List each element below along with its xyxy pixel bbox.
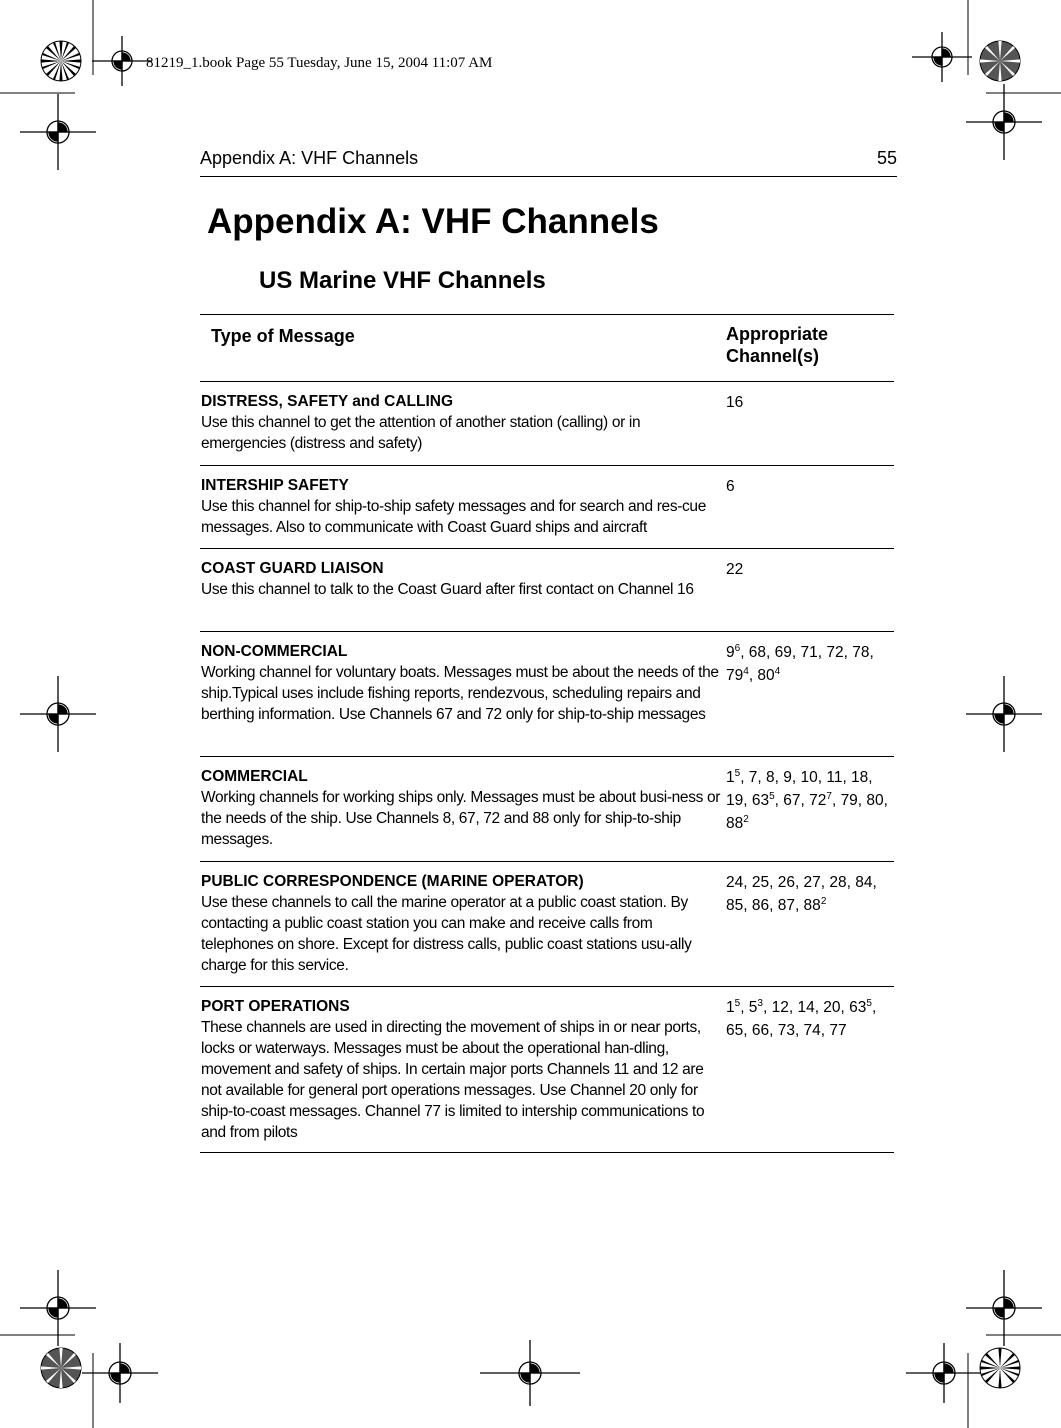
footnote-ref: 2 — [743, 814, 749, 825]
table-row — [200, 757, 894, 862]
column-header-channels-line2: Channel(s) — [726, 346, 820, 366]
message-type-title: PUBLIC CORRESPONDENCE (MARINE OPERATOR) — [201, 873, 584, 890]
starburst-calibration-icon — [979, 1347, 1021, 1389]
vhf-channels-table — [200, 314, 894, 1153]
footnote-ref: 5 — [866, 998, 872, 1009]
channels-cell: $1^5$, 7, 8, 9, 10, 11, 18, 19, $63^5$, 67, $72^7$, 79, 80, $88^2$ — [726, 768, 888, 832]
starburst-calibration-icon — [979, 40, 1021, 82]
table-header — [200, 315, 894, 382]
message-type-description: Working channels for working ships only. Messages must be about busi-ness or the needs of the ship. Use Channels 8, 67, 72 and 88 only for ship-to-ship messages. — [201, 789, 721, 848]
message-type-description: Use this channel to get the attention of another station (calling) or in emergencies (distress and safety) — [201, 414, 641, 452]
column-header-channels-line1: Appropriate — [726, 324, 829, 344]
registration-target-icon — [82, 1343, 158, 1403]
message-type-title: COMMERCIAL — [201, 768, 308, 785]
message-cell — [200, 632, 725, 756]
channels-cell: $9^6$, 68, 69, 71, 72, 78, $79^4$, $80^4$ — [726, 643, 874, 684]
footnote-ref: 5 — [769, 791, 775, 802]
registration-target-icon — [966, 676, 1042, 752]
footnote-ref: 4 — [774, 666, 781, 677]
table-row — [200, 862, 894, 987]
table-row — [200, 632, 894, 757]
page-number: 55 — [876, 148, 897, 168]
message-type-title: PORT OPERATIONS — [201, 998, 350, 1015]
column-header-type: Type of Message — [211, 326, 355, 346]
registration-target-icon — [966, 84, 1042, 160]
message-type-title: DISTRESS, SAFETY and CALLING — [201, 393, 454, 410]
message-cell — [200, 549, 725, 631]
page-title: Appendix A: VHF Channels — [207, 202, 659, 241]
channels-cell: 16 — [726, 394, 744, 411]
footnote-ref: 7 — [826, 791, 832, 802]
message-type-title: NON-COMMERCIAL — [201, 643, 348, 660]
registration-target-icon — [92, 36, 152, 86]
message-type-description: Use this channel for ship-to-ship safety messages and for search and res-cue messages. Also to communicate with Coast Guard ships and aircraft — [201, 498, 706, 536]
message-type-description: These channels are used in directing the movement of ships in or near ports, locks or waterways. Messages must be about the operational han-dling, movement and safety of ships. In certain major ports Channels 11 and 12 are not available for general port operations messages. Use Channel 20 only for ship-to-coast messages. Channel 77 is limited to intership communications to and from pilots — [201, 1019, 705, 1141]
message-cell — [200, 466, 725, 548]
footnote-ref: 3 — [757, 998, 763, 1009]
message-cell — [200, 987, 725, 1152]
footnote-ref: 4 — [743, 666, 749, 677]
message-type-description: Use these channels to call the marine operator at a public coast station. By contacting a public coast station you can make and receive calls from telephones on shore. Except for distress calls, public coast stations usu-ally charge for this service. — [201, 894, 692, 974]
message-cell — [200, 862, 725, 986]
starburst-calibration-icon — [40, 40, 82, 82]
channels-cell: $1^5$, $5^3$, 12, 14, 20, $63^5$, 65, 66, 73, 74, 77 — [726, 998, 877, 1039]
footnote-ref: 5 — [734, 768, 741, 779]
message-cell — [200, 382, 725, 465]
table-row — [200, 382, 894, 466]
registration-target-icon — [480, 1340, 580, 1406]
message-type-title: COAST GUARD LIAISON — [201, 560, 384, 577]
column-header-channels — [725, 315, 828, 381]
channels-cell: 6 — [726, 478, 735, 495]
registration-target-icon — [966, 1270, 1042, 1346]
registration-target-icon — [20, 1270, 96, 1346]
channels-cell: 22 — [726, 561, 744, 578]
registration-target-icon — [20, 676, 96, 752]
table-row — [200, 549, 894, 632]
running-header-title: Appendix A: VHF Channels — [200, 148, 419, 168]
registration-target-icon — [906, 1343, 982, 1403]
table-row — [200, 987, 894, 1153]
footnote-ref: 6 — [734, 643, 741, 654]
running-header — [200, 148, 897, 177]
footnote-ref: 2 — [820, 896, 827, 907]
channels-cell: 24, 25, 26, 27, 28, 84, 85, 86, 87, $88^2$ — [726, 874, 877, 914]
footnote-ref: 5 — [734, 998, 741, 1009]
registration-target-icon — [20, 94, 96, 170]
starburst-calibration-icon — [40, 1347, 82, 1389]
message-cell — [200, 757, 725, 861]
print-slug: 81219_1.book Page 55 Tuesday, June 15, 2004 11:07 AM — [146, 55, 493, 71]
message-type-title: INTERSHIP SAFETY — [201, 477, 349, 494]
message-type-description: Use this channel to talk to the Coast Guard after first contact on Channel 16 — [201, 581, 694, 598]
message-type-description: Working channel for voluntary boats. Messages must be about the needs of the ship.Typical uses include fishing reports, rendezvous, scheduling repairs and berthing information. Use Channels 67 and 72 only for ship-to-ship messages — [201, 664, 719, 723]
registration-target-icon — [912, 32, 972, 82]
section-title: US Marine VHF Channels — [259, 267, 546, 294]
table-row — [200, 466, 894, 549]
